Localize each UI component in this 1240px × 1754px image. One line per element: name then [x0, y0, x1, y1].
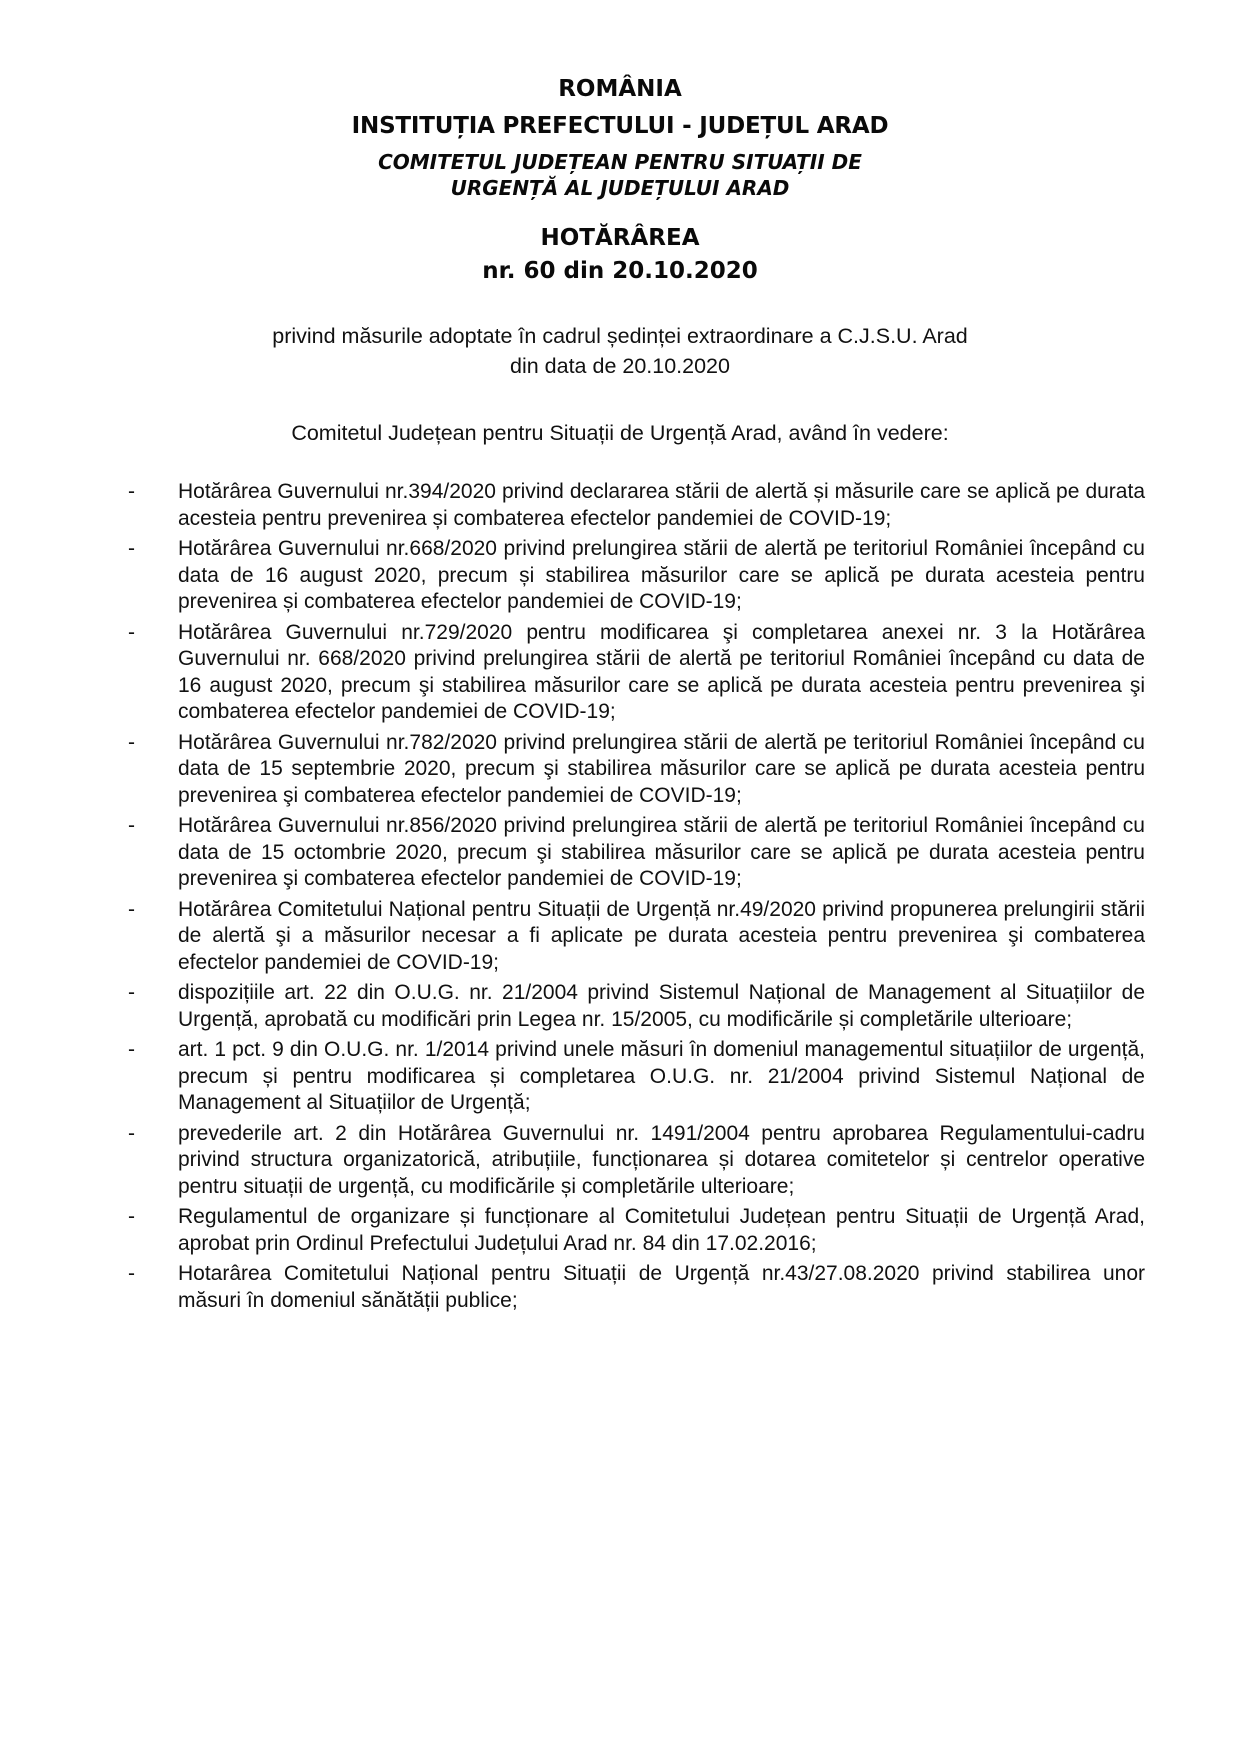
list-item	[128, 730, 1145, 810]
list-item-text: dispozițiile art. 22 din O.U.G. nr. 21/2004 privind Sistemul Național de Management al Situațiilor de Urgență, aprobată cu modificări prin Legea nr. 15/2005, cu modificările și completările ulterioare;	[178, 981, 1145, 1031]
document-number: nr. 60 din 20.10.2020	[482, 258, 758, 284]
list-item	[128, 897, 1145, 977]
list-item-text: Regulamentul de organizare și funcționare al Comitetului Județean pentru Situații de Urgență Arad, aprobat prin Ordinul Prefectului Județului Arad nr. 84 din 17.02.2016;	[178, 1205, 1145, 1255]
list-item	[128, 1261, 1145, 1314]
list-item	[128, 620, 1145, 726]
list-item-text: Hotărârea Comitetului Național pentru Situații de Urgență nr.49/2020 privind propunerea prelungirii stării de alertă şi a măsurilor necesar a fi aplicate pe durata acesteia pentru prevenirea şi combaterea efectelor pandemiei de COVID-19;	[178, 897, 1145, 974]
list-item	[128, 536, 1145, 616]
bullet-dash: -	[128, 1262, 135, 1285]
institution-heading: INSTITUȚIA PREFECTULUI - JUDEȚUL ARAD	[351, 113, 889, 139]
committee-heading-line2: URGENȚĂ AL JUDEȚULUI ARAD	[450, 176, 790, 200]
list-item-text: Hotărârea Guvernului nr.782/2020 privind prelungirea stării de alertă pe teritoriul României începând cu data de 15 septembrie 2020, precum şi stabilirea măsurilor care se aplică pe durata acesteia pentru prevenirea şi combaterea efectelor pandemiei de COVID-19;	[178, 730, 1145, 807]
considerations-list	[128, 479, 1145, 1318]
bullet-dash: -	[128, 981, 135, 1004]
list-item-text: prevederile art. 2 din Hotărârea Guvernului nr. 1491/2004 pentru aprobarea Regulamentului-cadru privind structura organizatorică, atribuțiile, funcționarea și dotarea comitetelor și centrelor operative pentru situații de urgență, cu modificările și completările ulterioare;	[178, 1121, 1145, 1198]
bullet-dash: -	[128, 1121, 135, 1145]
list-item	[128, 980, 1145, 1033]
subject-line-1: privind măsurile adoptate în cadrul ședinței extraordinare a C.J.S.U. Arad	[272, 324, 968, 348]
list-item	[128, 813, 1145, 893]
list-item-text: Hotărârea Guvernului nr.394/2020 privind declararea stării de alertă și măsurile care se aplică pe durata acesteia pentru prevenirea și combaterea efectelor pandemiei de COVID-19;	[178, 480, 1145, 530]
bullet-dash: -	[128, 814, 135, 837]
document-title: HOTĂRÂREA	[540, 225, 700, 251]
subject-line-2: din data de 20.10.2020	[510, 354, 730, 378]
country-heading: ROMÂNIA	[558, 76, 682, 102]
intro-paragraph: Comitetul Județean pentru Situații de Urgență Arad, având în vedere:	[291, 421, 949, 445]
list-item	[128, 1204, 1145, 1257]
list-item	[128, 1121, 1145, 1201]
list-item-text: Hotărârea Guvernului nr.668/2020 privind prelungirea stării de alertă pe teritoriul României începând cu data de 16 august 2020, precum și stabilirea măsurilor care se aplică pe durata acesteia pentru prevenirea și combaterea efectelor pandemiei de COVID-19;	[178, 537, 1145, 613]
bullet-dash: -	[128, 1205, 135, 1228]
list-item-text: Hotarârea Comitetului Național pentru Situații de Urgență nr.43/27.08.2020 privind stabilirea unor măsuri în domeniul sănătății publice;	[178, 1262, 1145, 1312]
bullet-dash: -	[128, 897, 135, 921]
list-item	[128, 1037, 1145, 1117]
bullet-dash: -	[128, 730, 135, 754]
bullet-dash: -	[128, 1038, 135, 1061]
list-item-text: art. 1 pct. 9 din O.U.G. nr. 1/2014 privind unele măsuri în domeniul managementul situațiilor de urgență, precum și pentru modificarea și completarea O.U.G. nr. 21/2004 privind Sistemul Național de Management al Situațiilor de Urgență;	[178, 1038, 1145, 1114]
bullet-dash: -	[128, 537, 135, 560]
bullet-dash: -	[128, 480, 135, 503]
list-item-text: Hotărârea Guvernului nr.856/2020 privind prelungirea stării de alertă pe teritoriul României începând cu data de 15 octombrie 2020, precum şi stabilirea măsurilor care se aplică pe durata acesteia pentru prevenirea şi combaterea efectelor pandemiei de COVID-19;	[178, 814, 1145, 890]
list-item-text: Hotărârea Guvernului nr.729/2020 pentru modificarea şi completarea anexei nr. 3 la Hotărârea Guvernului nr. 668/2020 privind prelungirea stării de alertă pe teritoriul României începând cu data de 16 august 2020, precum şi stabilirea măsurilor care se aplică pe durata acesteia pentru prevenirea şi combaterea efectelor pandemiei de COVID-19;	[178, 620, 1145, 723]
committee-heading-line1: COMITETUL JUDEȚEAN PENTRU SITUAȚII DE	[378, 150, 862, 174]
list-item	[128, 479, 1145, 532]
bullet-dash: -	[128, 620, 135, 644]
